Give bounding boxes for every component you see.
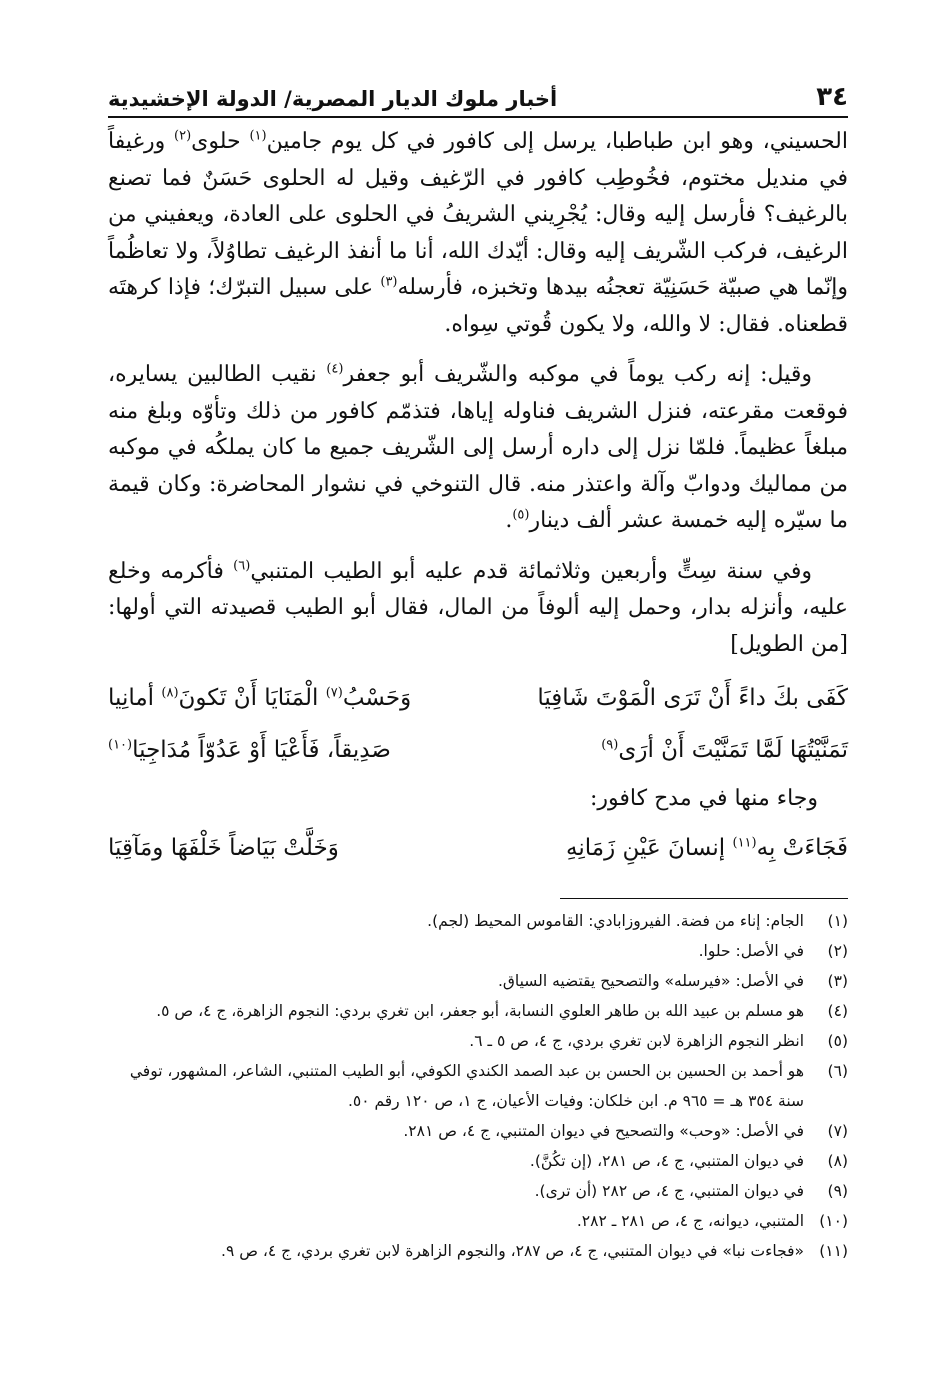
footnote-ref: (٨) (161, 685, 179, 701)
footnote-item (108, 996, 848, 1026)
footnote-item (108, 906, 848, 936)
text-run: وفي سنة سِتٍّ وأربعين وثلاثمائة قدم عليه أبو الطيب المتنبي (250, 558, 812, 584)
verse-hemistich-second (108, 685, 448, 711)
footnote-text: هو أحمد بن الحسين بن الحسن بن عبد الصمد الكندي الكوفي، أبو الطيب المتنبي، الشاعر، المشهور، توفي سنة ٣٥٤ هـ = ٩٦٥ م. ابن خلكان: وفيات الأعيان، ج ١، ص ١٢٠ رقم ٥٠. (129, 1062, 804, 1110)
footnote-number: (١) (827, 912, 848, 930)
text-run: وقيل: إنه ركب يوماً في موكبه والشّريف أبو جعفر (343, 362, 812, 387)
paragraph-2 (108, 357, 848, 540)
footnote-item (108, 1026, 848, 1056)
footnote-ref: (٦) (233, 558, 251, 574)
footnote-item (108, 966, 848, 996)
footnote-number: (١٠) (819, 1212, 848, 1230)
verse-hemistich-first (508, 835, 848, 861)
footnote-item (108, 1206, 848, 1236)
footnote-item (108, 1146, 848, 1176)
footnote-ref: (٤) (326, 361, 344, 377)
footnote-text: في الأصل: حلوا. (698, 942, 804, 960)
footnotes (108, 906, 848, 1266)
verse-line-2 (108, 724, 848, 776)
text-run: فأكرمه وخلع عليه، وأنزله بدار، وحمل إليه ألوفاً من المال، فقال أبو الطيب قصيدته التي أولها: [من الطويل] (108, 558, 848, 657)
footnote-text: في الأصل: «فيرسله» والتصحيح يقتضيه السياق. (497, 972, 804, 990)
footnote-ref: (١) (249, 128, 267, 144)
footnote-ref: (٧) (325, 685, 343, 701)
footnote-number: (٦) (827, 1062, 848, 1080)
verse-line-1 (108, 672, 848, 724)
footnote-number: (١١) (819, 1242, 848, 1260)
footnote-ref: (٩) (601, 737, 619, 753)
verse-hemistich-second (108, 737, 448, 763)
text-run: الحسيني، وهو ابن طباطبا، يرسل إلى كافور في كل يوم جامين (266, 129, 849, 154)
footnote-text: في الأصل: «وحب» والتصحيح في ديوان المتنبي، ج ٤، ص ٢٨١. (403, 1122, 804, 1140)
running-header (108, 66, 848, 118)
footnote-ref: (٣) (380, 274, 398, 290)
text-run: ورغيفاً في منديل مختوم، فخُوطِب كافور في الرّغيف وقيل له الحلوى حَسَنٌ فما تصنع بالرغيف؟ فأرسل إليه وقال: يُجْرِيني الشريفُ في الحلوى على العادة، ويعفيني من الرغيف، فركب الشّريف إليه وقال: أيّدك الله، أنا ما أنفذ الرغيف تطاوُلاً، ولا تعاظُماً وإنّما هي صبيّة حَسَنِيّة تعجنُه بيدها وتخبزه، فأرسله (108, 129, 849, 300)
footnote-item (108, 1176, 848, 1206)
footnote-item (108, 936, 848, 966)
footnote-text: المتنبي، ديوانه، ج ٤، ص ٢٨١ ـ ٢٨٢. (576, 1212, 804, 1230)
footnote-item (108, 1236, 848, 1266)
footnote-text: الجام: إناء من فضة. الفيروزابادي: القاموس المحيط (لجم). (427, 912, 804, 930)
footnote-number: (٧) (827, 1122, 848, 1140)
poem-verses (108, 672, 848, 776)
paragraph-3 (108, 554, 848, 664)
footnote-text: «فجاءت نبا» في ديوان المتنبي، ج ٤، ص ٢٨٧، والنجوم الزاهرة لابن تغري بردي، ج ٤، ص ٩. (221, 1242, 804, 1260)
page-number: ٣٤ (816, 82, 848, 112)
main-text (108, 124, 848, 677)
text-run: الْمَنَايَا أَنْ تَكونَ (178, 685, 326, 711)
footnote-ref: (١١) (732, 835, 757, 851)
paragraph-1 (108, 124, 848, 343)
verse-hemistich-first (508, 737, 848, 763)
text-run: نقيب الطالبين يسايره، فوقعت مقرعته، فنزل الشريف فناوله إياها، فتذمّم كافور من ذلك وتأوّه وبلغ منه مبلغاً عظيماً. فلمّا نزل إلى داره أرسل إلى الشّريف جميع ما كان يملكُه في موكبه من مماليك ودوابّ وآلة واعتذر منه. قال التنوخي في نشوار المحاضرة: وكان قيمة ما سيّره إليه خمسة عشر ألف دينار (108, 362, 848, 533)
text-run: أمانِيا (108, 685, 162, 711)
text-run: إنسانَ عَيْنِ زَمَانِهِ (566, 835, 733, 861)
footnote-item (108, 1056, 848, 1116)
footnote-number: (٢) (827, 942, 848, 960)
footnote-number: (٩) (827, 1182, 848, 1200)
footnote-text: في ديوان المتنبي، ج ٤، ص ٢٨٢ (أن ترى). (534, 1182, 804, 1200)
text-run: على سبيل التبرّك؛ فإذا كرهتَه قطعناه. فقال: لا والله، ولا يكون قُوتي سِواه. (108, 275, 848, 337)
text-run: . (505, 508, 513, 533)
footnote-number: (٤) (827, 1002, 848, 1020)
footnote-number: (٥) (827, 1032, 848, 1050)
footnote-separator (560, 898, 848, 899)
verse-hemistich-second: وَخَلَّتْ بَيَاضاً خَلْفَهَا ومَآقِيَا (108, 835, 339, 861)
text-run: فَجَاءَتْ بِه (756, 835, 848, 861)
footnote-ref: (١٠) (108, 737, 133, 753)
footnote-text: انظر النجوم الزاهرة لابن تغري بردي، ج ٤، ص ٥ ـ ٦. (469, 1032, 804, 1050)
footnote-ref: (٢) (174, 128, 192, 144)
text-run: تَمَنَّيْتُهَا لَمَّا تَمَنَّيْتَ أَنْ أرَى (618, 737, 848, 763)
verse-hemistich-first: كَفَى بكَ داءً أَنْ تَرَى الْمَوْتَ شَافِيَا (537, 685, 848, 711)
verse-intro: وجاء منها في مدح كافور: (590, 786, 818, 811)
footnote-text: في ديوان المتنبي، ج ٤، ص ٢٨١، (إن تكُنَّ). (529, 1152, 804, 1170)
verse-line-3 (108, 822, 848, 874)
text-run: وَحَسْبُ (342, 685, 412, 711)
footnote-number: (٨) (827, 1152, 848, 1170)
running-title: أخبار ملوك الديار المصرية/ الدولة الإخشيدية (108, 87, 558, 111)
text-run: حلوى (191, 129, 250, 154)
footnote-number: (٣) (827, 972, 848, 990)
text-run: صَدِيقاً، فَأَعْيَا أَوْ عَدُوّاً مُدَاجِيَا (132, 737, 391, 763)
footnote-item (108, 1116, 848, 1146)
footnote-ref: (٥) (512, 507, 530, 523)
footnote-text: هو مسلم بن عبيد الله بن طاهر العلوي النسابة، أبو جعفر، ابن تغري بردي: النجوم الزاهرة، ج ٤، ص ٥. (156, 1002, 804, 1020)
